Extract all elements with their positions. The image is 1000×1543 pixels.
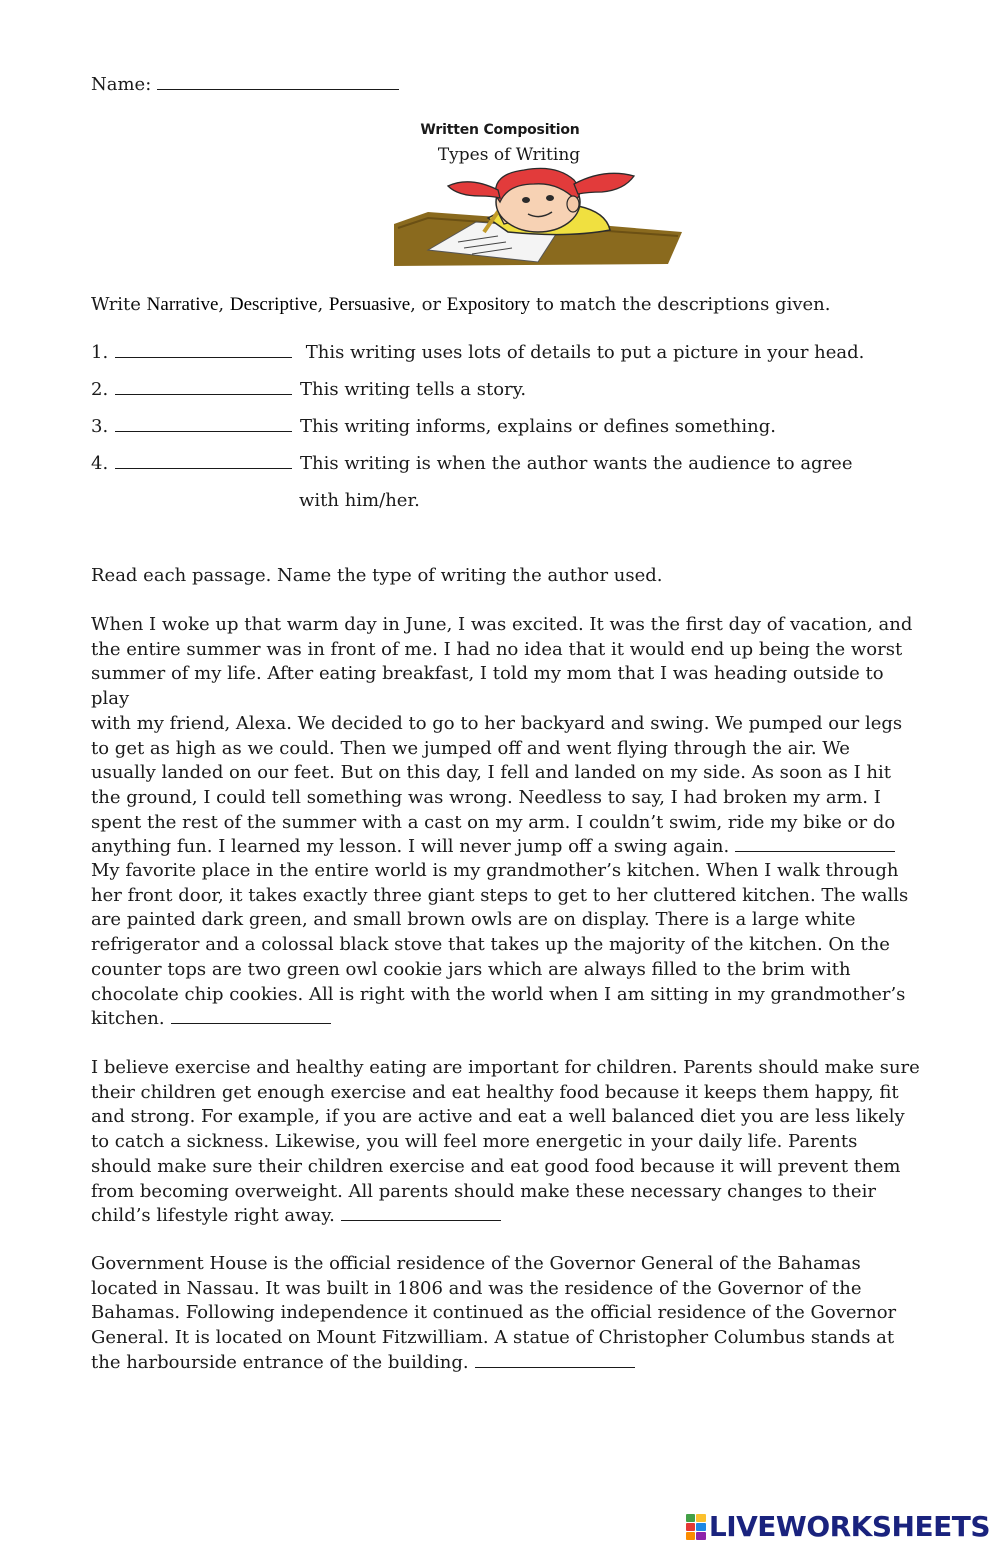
- passage-line: usually landed on our feet. But on this day, I fell and landed on my side. As soon as I hit: [91, 762, 892, 784]
- passage-line: counter tops are two green owl cookie jars which are always filled to the brim with: [91, 958, 851, 980]
- passage-2-answer-blank[interactable]: [171, 1009, 331, 1024]
- liveworksheets-logo: [686, 1510, 990, 1543]
- answer-blank-2[interactable]: [115, 380, 292, 395]
- liveworksheets-logo-text: LIVEWORKSHEETS: [708, 1510, 990, 1543]
- instructions-sep: ,: [218, 294, 230, 315]
- instructions: [91, 294, 830, 316]
- passage-line: with my friend, Alexa. We decided to go to her backyard and swing. We pumped our legs: [91, 712, 903, 734]
- item-3: [91, 416, 776, 437]
- instructions-sep: , or: [410, 294, 447, 315]
- passage-line: the harbourside entrance of the building.: [91, 1351, 469, 1373]
- passage-line: anything fun. I learned my lesson. I will never jump off a swing again.: [91, 836, 730, 858]
- passage-line: their children get enough exercise and eat healthy food because it keeps them happy, fit: [91, 1081, 899, 1103]
- passage-line: from becoming overweight. All parents should make these necessary changes to their: [91, 1180, 876, 1202]
- item-text: This writing tells a story.: [300, 379, 527, 400]
- item-2: [91, 379, 526, 400]
- name-blank[interactable]: [157, 75, 399, 90]
- item-1: [91, 342, 864, 363]
- worksheet-title: Written Composition: [420, 122, 580, 138]
- passage-line: located in Nassau. It was built in 1806 and was the residence of the Governor of the: [91, 1277, 862, 1299]
- passage-4-answer-blank[interactable]: [475, 1353, 635, 1368]
- passage-line: When I woke up that warm day in June, I was excited. It was the first day of vacation, and: [91, 614, 913, 635]
- passage-1-answer-blank[interactable]: [735, 837, 895, 852]
- instructions-prefix: Write: [91, 294, 147, 315]
- passage-line: the ground, I could tell something was wrong. Needless to say, I had broken my arm. I: [91, 786, 881, 808]
- passage-line: General. It is located on Mount Fitzwilliam. A statue of Christopher Columbus stands at: [91, 1327, 895, 1349]
- answer-blank-3[interactable]: [115, 417, 292, 432]
- item-text: This writing uses lots of details to put a picture in your head.: [300, 342, 865, 363]
- passage-4: [91, 1252, 921, 1376]
- passage-1: [91, 613, 921, 860]
- term-persuasive: Persuasive: [328, 294, 411, 315]
- term-descriptive: Descriptive: [229, 294, 318, 315]
- item-4: [91, 453, 853, 474]
- passage-line: should make sure their children exercise and eat good food because it will prevent them: [91, 1155, 901, 1177]
- passage-instruction: Read each passage. Name the type of writing the author used.: [91, 565, 663, 586]
- name-row: [91, 74, 399, 95]
- passage-line: to catch a sickness. Likewise, you will feel more energetic in your daily life. Parents: [91, 1131, 858, 1153]
- instructions-suffix: to match the descriptions given.: [530, 294, 831, 315]
- item-text: This writing informs, explains or defines something.: [300, 416, 776, 437]
- liveworksheets-logo-icon: [686, 1514, 706, 1540]
- item-4-continuation: with him/her.: [299, 490, 420, 511]
- passage-line: child’s lifestyle right away.: [91, 1205, 335, 1227]
- passage-line: her front door, it takes exactly three giant steps to get to her cluttered kitchen. The walls: [91, 884, 909, 906]
- passage-line: I believe exercise and healthy eating are important for children. Parents should make sure: [91, 1057, 920, 1078]
- answer-blank-4[interactable]: [115, 454, 292, 469]
- passage-line: kitchen.: [91, 1008, 165, 1030]
- passage-line: spent the rest of the summer with a cast on my arm. I couldn’t swim, ride my bike or do: [91, 811, 896, 833]
- passage-line: refrigerator and a colossal black stove that takes up the majority of the kitchen. On the: [91, 934, 890, 956]
- name-label: Name:: [91, 74, 152, 95]
- passage-line: My favorite place in the entire world is my grandmother’s kitchen. When I walk through: [91, 860, 899, 881]
- answer-blank-1[interactable]: [115, 343, 292, 358]
- child-writing-illustration: [388, 166, 684, 271]
- passage-line: to get as high as we could. Then we jumped off and went flying through the air. We: [91, 737, 850, 759]
- term-expository: Expository: [446, 294, 531, 315]
- passage-line: Bahamas. Following independence it continued as the official residence of the Governor: [91, 1302, 897, 1324]
- item-number: 4.: [91, 453, 109, 474]
- term-narrative: Narrative: [146, 294, 219, 315]
- instructions-sep: ,: [317, 294, 329, 315]
- passage-line: the entire summer was in front of me. I had no idea that it would end up being the worst: [91, 638, 903, 660]
- item-number: 3.: [91, 416, 109, 437]
- passage-3-answer-blank[interactable]: [341, 1206, 501, 1221]
- passage-2: [91, 859, 921, 1032]
- passage-line: Government House is the official residence of the Governor General of the Bahamas: [91, 1253, 861, 1274]
- passage-line: and strong. For example, if you are active and eat a well balanced diet you are less likely: [91, 1106, 905, 1128]
- worksheet-subtitle: Types of Writing: [437, 145, 581, 165]
- item-number: 1.: [91, 342, 109, 363]
- passage-line: summer of my life. After eating breakfast, I told my mom that I was heading outside to play: [91, 663, 884, 710]
- passage-line: chocolate chip cookies. All is right with the world when I am sitting in my grandmother’s: [91, 983, 906, 1005]
- item-number: 2.: [91, 379, 109, 400]
- passage-3: [91, 1056, 921, 1229]
- item-text: This writing is when the author wants the audience to agree: [300, 453, 853, 474]
- passage-line: are painted dark green, and small brown owls are on display. There is a large white: [91, 909, 856, 931]
